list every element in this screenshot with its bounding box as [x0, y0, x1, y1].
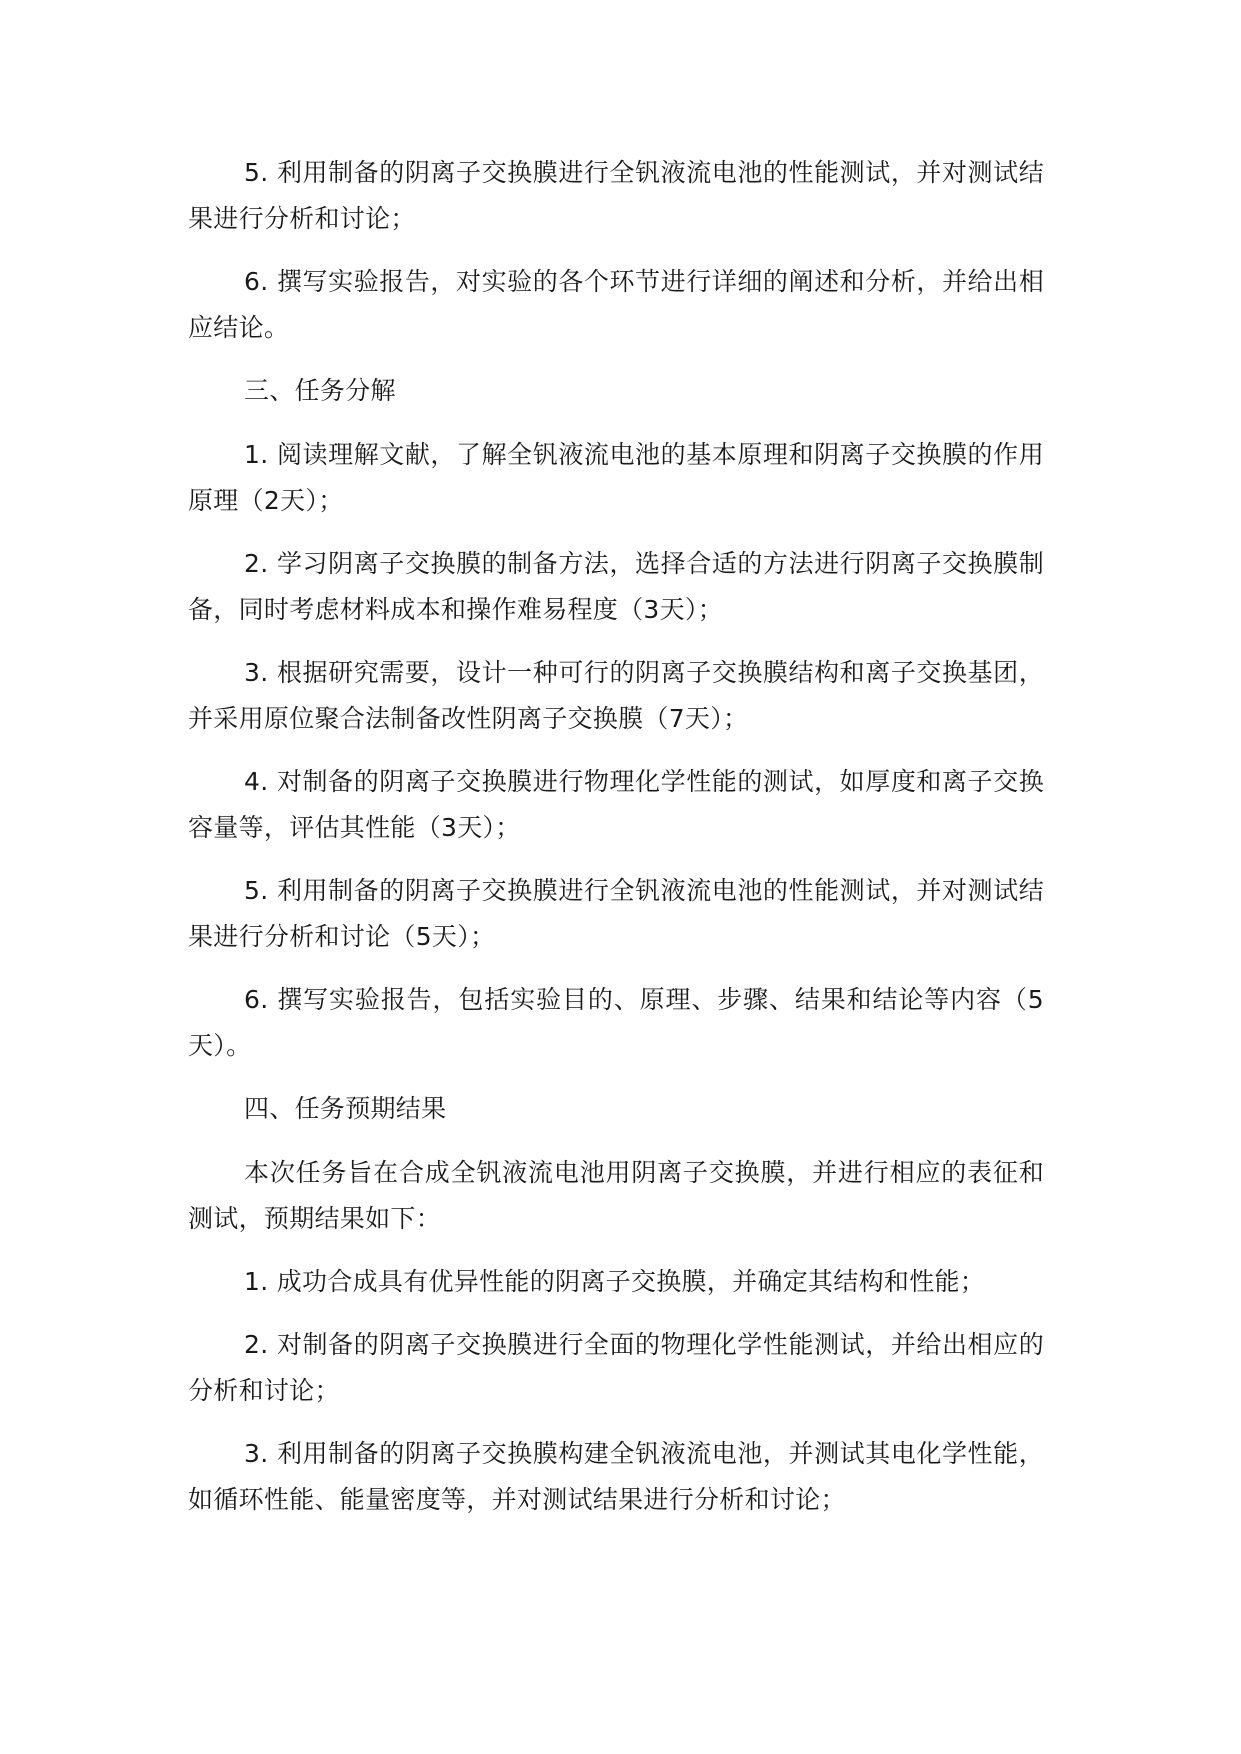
section-heading-task-breakdown: 三、任务分解 [244, 376, 396, 405]
task-item-5-battery-test: 5. 利用制备的阴离子交换膜进行全钒液流电池的性能测试，并对测试结果进行分析和讨论（5天）； [188, 876, 1044, 951]
task-item-4-physicochemical-test: 4. 对制备的阴离子交换膜进行物理化学性能的测试，如厚度和离子交换容量等，评估其性能（3天）； [188, 767, 1044, 842]
task-item-6-report: 6. 撰写实验报告，包括实验目的、原理、步骤、结果和结论等内容（5天）。 [188, 985, 1044, 1060]
task-item-1-literature: 1. 阅读理解文献，了解全钒液流电池的基本原理和阴离子交换膜的作用原理（2天）； [188, 440, 1044, 515]
result-item-2-testing: 2. 对制备的阴离子交换膜进行全面的物理化学性能测试，并给出相应的分析和讨论； [188, 1330, 1044, 1405]
paragraph-item-5-performance-test: 5. 利用制备的阴离子交换膜进行全钒液流电池的性能测试，并对测试结果进行分析和讨论； [188, 158, 1044, 233]
task-item-2-preparation-method: 2. 学习阴离子交换膜的制备方法，选择合适的方法进行阴离子交换膜制备，同时考虑材料成本和操作难易程度（3天）； [188, 549, 1044, 624]
section-heading-expected-results: 四、任务预期结果 [244, 1094, 447, 1123]
result-item-1-synthesis: 1. 成功合成具有优异性能的阴离子交换膜，并确定其结构和性能； [244, 1267, 986, 1296]
task-item-3-structure-design: 3. 根据研究需要，设计一种可行的阴离子交换膜结构和离子交换基团，并采用原位聚合法制备改性阴离子交换膜（7天）； [188, 658, 1044, 733]
result-item-3-battery: 3. 利用制备的阴离子交换膜构建全钒液流电池，并测试其电化学性能，如循环性能、能量密度等，并对测试结果进行分析和讨论； [188, 1439, 1044, 1514]
document-body [188, 150, 1044, 1540]
paragraph-item-6-report: 6. 撰写实验报告，对实验的各个环节进行详细的阐述和分析，并给出相应结论。 [188, 267, 1044, 342]
expected-results-intro: 本次任务旨在合成全钒液流电池用阴离子交换膜，并进行相应的表征和测试，预期结果如下： [188, 1158, 1044, 1233]
